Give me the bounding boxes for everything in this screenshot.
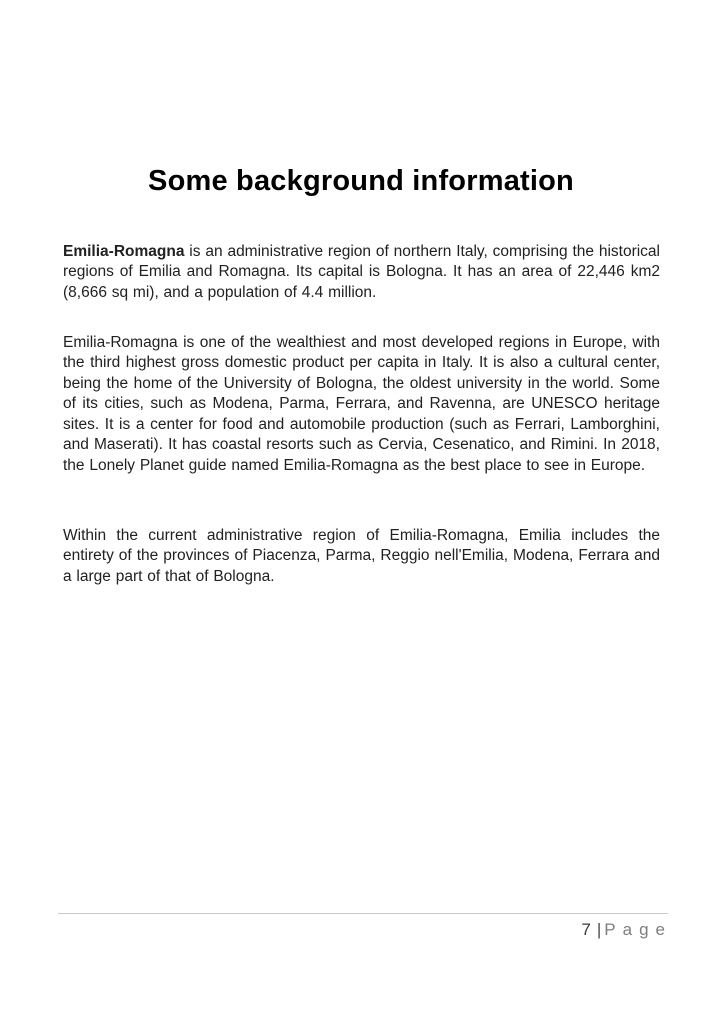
paragraph-lead: Emilia-Romagna [63,242,185,260]
paragraph-provinces [63,526,660,588]
page-title: Some background information [148,165,574,198]
page-footer [581,920,672,940]
footer-page-label: Page [604,920,672,939]
paragraph-text: Emilia-Romagna is one of the wealthiest and most developed regions in Europe, with the third highest gross domestic product per capita in Italy. It is also a cultural center, being the home of the University of Bologna, the oldest university in the world. Some of its cities, such as Modena, Parma, Ferrara, and Ravenna, are UNESCO heritage sites. It is a center for food and automobile production (such as Ferrari, Lamborghini, and Maserati). It has coastal resorts such as Cervia, Cesenatico, and Rimini. In 2018, the Lonely Planet guide named Emilia-Romagna as the best place to see in Europe. [63,333,660,474]
paragraph-wealth [63,333,660,477]
page-number: 7 [581,920,591,939]
paragraph-text: Within the current administrative region of Emilia-Romagna, Emilia includes the entirety of the provinces of Piacenza, Parma, Reggio nell'Emilia, Modena, Ferrara and a large part of that of Bologna. [63,526,660,585]
footer-divider [58,913,668,914]
footer-separator: | [596,920,602,939]
paragraph-intro [63,242,660,304]
paragraph-text: is an administrative region of northern Italy, comprising the historical regions of Emilia and Romagna. Its capital is Bologna. It has an area of 22,446 km2 (8,666 sq mi), and a population of 4.4 million. [63,242,660,301]
